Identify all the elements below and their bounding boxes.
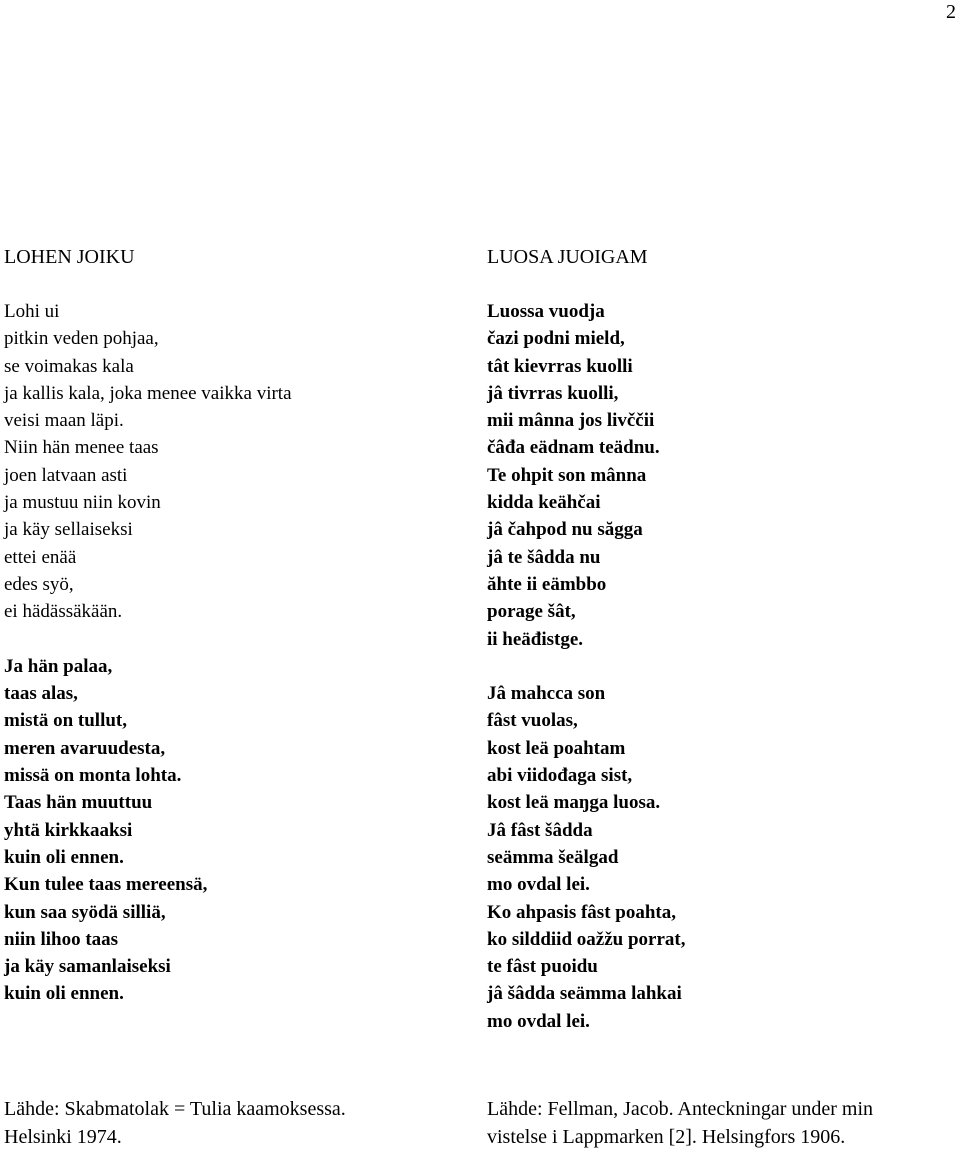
poem-line: čâđa eädnam teädnu. (487, 437, 660, 459)
poem-line: kuin oli ennen. (4, 983, 124, 1005)
page-number: 2 (946, 1, 956, 23)
poem-line: kuin oli ennen. (4, 846, 124, 868)
finnish-poem (4, 244, 474, 1008)
poem-line: pitkin veden pohjaa, (4, 328, 159, 350)
poem-line: te fâst puoidu (487, 956, 598, 978)
poem-line: ja kallis kala, joka menee vaikka virta (4, 382, 292, 404)
poem-line: seämma šeälgad (487, 846, 619, 868)
poem-line: ja mustuu niin kovin (4, 492, 161, 514)
poem-line: Jâ fâst šâdda (487, 819, 593, 841)
poem-line: jâ čahpod nu săgga (487, 519, 643, 541)
poem-line: Taas hän muuttuu (4, 792, 153, 814)
poem-line: Lohi ui (4, 301, 60, 322)
poem-line: kun saa syödä silliä, (4, 901, 166, 923)
poem-line: mistä on tullut, (4, 710, 127, 732)
poem-line: jâ tivrras kuolli, (487, 382, 619, 404)
poem-line: kost leä poahtam (487, 737, 626, 759)
poem-line: tât kievrras kuolli (487, 355, 633, 377)
poem-line: yhtä kirkkaaksi (4, 819, 133, 841)
poem-line: fâst vuolas, (487, 710, 578, 732)
poem-line: ei hädässäkään. (4, 601, 123, 623)
poem-line: jâ te šâdda nu (487, 546, 601, 568)
finnish-source-citation (4, 1095, 474, 1151)
poem-line: porage šât, (487, 601, 576, 623)
poem-line: ii heäđistge. (487, 628, 584, 650)
poem-line: se voimakas kala (4, 355, 134, 377)
poem-line: Te ohpit son mânna (487, 464, 647, 486)
poem-line: kost leä maŋga luosa. (487, 792, 661, 814)
poem-line: mii mânna jos livččii (487, 410, 655, 432)
poem-line: ettei enää (4, 546, 77, 568)
poem-line: Ja hän palaa, (4, 655, 113, 677)
poem-line: abi viidođaga sist, (487, 765, 633, 787)
poem-line: ja käy sellaiseksi (4, 519, 133, 541)
poem-line: ja käy samanlaiseksi (4, 956, 171, 978)
citation-line: Lähde: Skabmatolak = Tulia kaamoksessa. (4, 1098, 346, 1120)
poem-line: Niin hän menee taas (4, 437, 159, 459)
poem-line: mo ovdal lei. (487, 874, 590, 896)
poem-line: Ko ahpasis fâst poahta, (487, 901, 676, 923)
sami-stanza-1 (487, 298, 957, 653)
finnish-stanza-2 (4, 653, 474, 1008)
poem-line: ăhte ii eämbbo (487, 573, 607, 595)
finnish-poem-title: LOHEN JOIKU (4, 246, 135, 268)
poem-line: ko silddiid oažžu porrat, (487, 928, 686, 950)
citation-line: Helsinki 1974. (4, 1126, 122, 1148)
poem-line: niin lihoo taas (4, 928, 119, 950)
poem-line: Kun tulee taas mereensä, (4, 874, 208, 896)
poem-line: meren avaruudesta, (4, 737, 166, 759)
sami-poem (487, 244, 957, 1035)
poem-line: jâ šâdda seämma lahkai (487, 983, 682, 1005)
poem-line: čazi podni mield, (487, 328, 625, 350)
poem-line: taas alas, (4, 683, 78, 705)
poem-line: Luossa vuodja (487, 301, 605, 322)
citation-line: Lähde: Fellman, Jacob. Anteckningar under min (487, 1098, 874, 1120)
poem-line: Jâ mahcca son (487, 683, 606, 705)
poem-line: kidda keähčai (487, 492, 601, 514)
finnish-stanza-1 (4, 298, 474, 626)
poem-line: missä on monta lohta. (4, 765, 182, 787)
sami-stanza-2 (487, 680, 957, 1035)
poem-line: veisi maan läpi. (4, 410, 124, 432)
sami-source-citation (487, 1095, 957, 1151)
sami-poem-title: LUOSA JUOIGAM (487, 246, 648, 268)
poem-line: mo ovdal lei. (487, 1010, 590, 1032)
citation-line: vistelse i Lappmarken [2]. Helsingfors 1906. (487, 1126, 846, 1148)
poem-line: joen latvaan asti (4, 464, 128, 486)
poem-line: edes syö, (4, 573, 74, 595)
